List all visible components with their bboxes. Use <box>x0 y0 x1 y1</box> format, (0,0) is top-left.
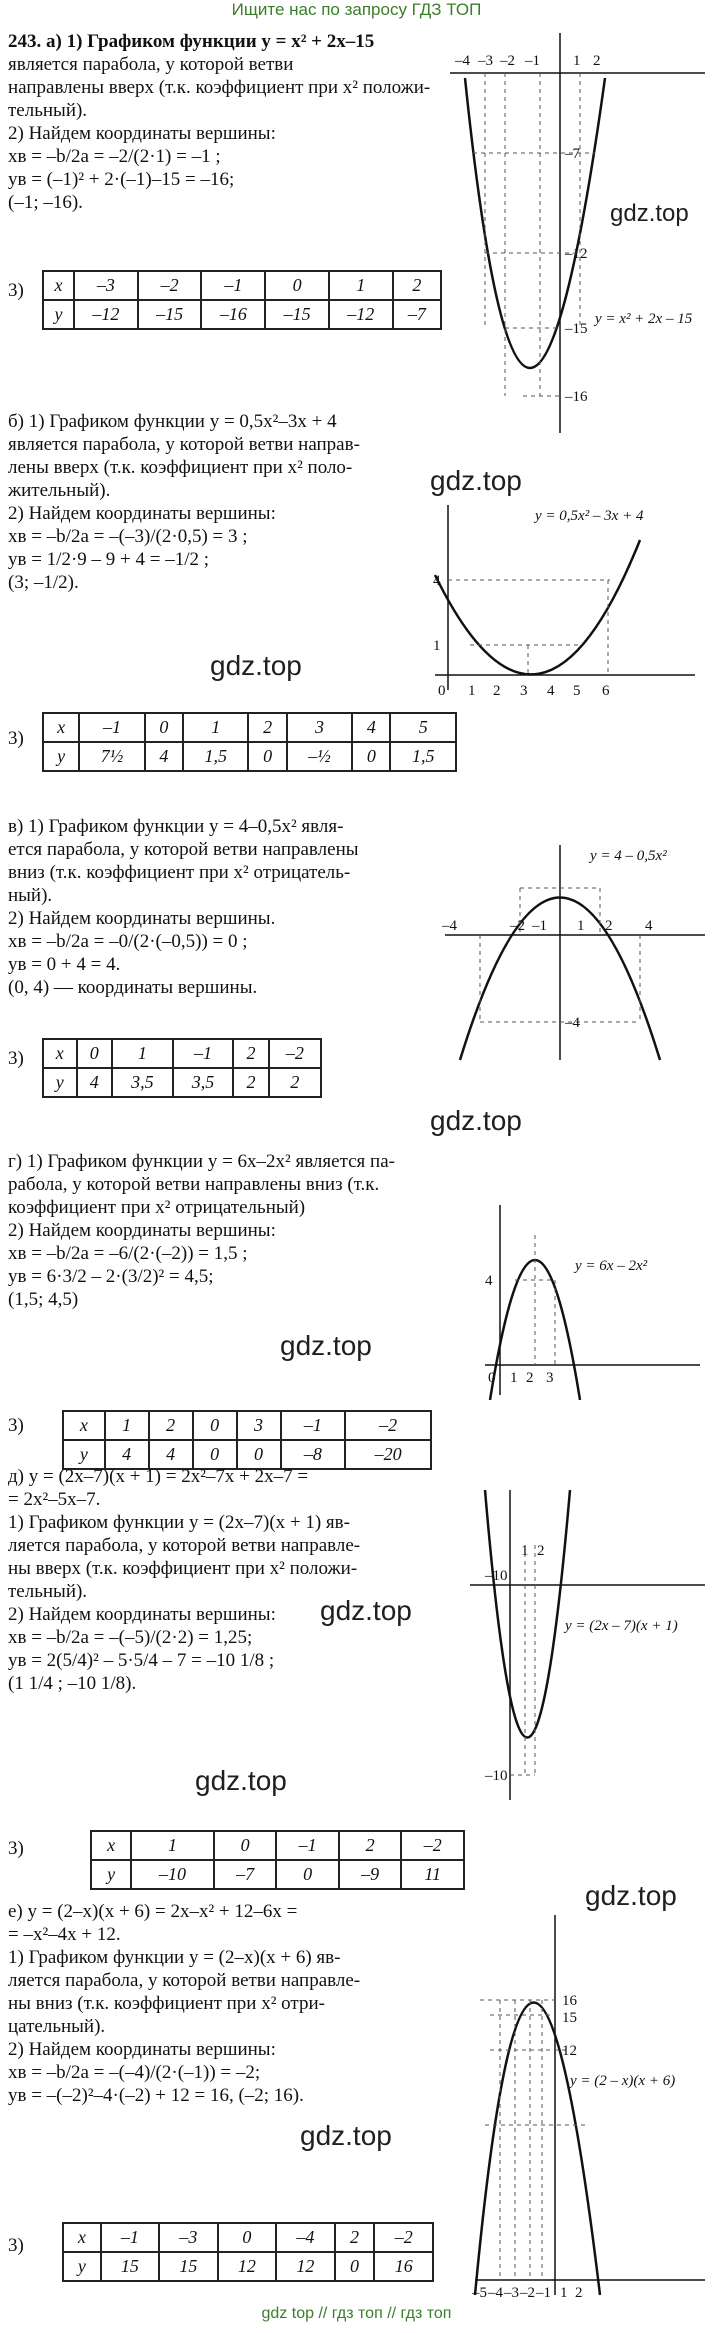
part-e-line: xв = –b/2a = –(–5)/(2·2) = 1,25; <box>8 1627 253 1648</box>
table-cell: –2 <box>374 2223 433 2252</box>
part-b-text <box>8 410 438 594</box>
watermark: gdz.top <box>430 1105 522 1136</box>
tick-label: 4 <box>645 918 653 934</box>
table-cell: x <box>43 713 79 742</box>
part-e-text <box>8 1465 448 1695</box>
part-d-line: xв = –b/2a = –6/(2·(–2)) = 1,5 ; <box>8 1243 248 1264</box>
tick-label: 2 <box>593 53 601 69</box>
table-cell: 7½ <box>79 742 144 771</box>
table-cell: 0 <box>193 1411 237 1440</box>
table-cell: 0 <box>193 1440 237 1469</box>
tick-label: 2 <box>605 918 613 934</box>
part-e-line: (1 1/4 ; –10 1/8). <box>8 1673 137 1694</box>
table-cell: –15 <box>138 300 202 329</box>
graph-formula: y = (2x – 7)(x + 1) <box>565 1618 678 1634</box>
part-f-line: = –x²–4x + 12. <box>8 1924 121 1945</box>
table-cell: 2 <box>339 1831 402 1860</box>
part-a-line: направлены вверх (т.к. коэффициент при x² положи- <box>8 77 431 98</box>
table-cell: 2 <box>248 713 286 742</box>
part-e-line: 2) Найдем координаты вершины: <box>8 1604 276 1625</box>
table-cell: –2 <box>401 1831 464 1860</box>
tick-label: 4 <box>547 683 555 699</box>
graph-e <box>465 1485 710 1805</box>
table-row-y <box>63 2252 433 2281</box>
parabola <box>435 540 640 674</box>
tick-label: –7 <box>565 146 580 162</box>
part-f-line: 2) Найдем координаты вершины: <box>8 2039 276 2060</box>
table-cell: 0 <box>248 742 286 771</box>
table-cell: –1 <box>79 713 144 742</box>
table-cell: 2 <box>233 1068 268 1097</box>
table-cell: –1 <box>173 1039 234 1068</box>
part-f-line: цательный). <box>8 2016 106 2037</box>
watermark: gdz.top <box>210 650 302 681</box>
part-f-line: 1) Графиком функции y = (2–x)(x + 6) яв- <box>8 1947 341 1968</box>
table-cell: x <box>63 2223 101 2252</box>
watermark: gdz.top <box>430 465 522 496</box>
tick-label: 1 <box>510 1370 518 1386</box>
tick-label: 16 <box>562 1993 577 2009</box>
values-table-a <box>42 270 442 330</box>
table-cell: 0 <box>335 2252 375 2281</box>
table-cell: –2 <box>345 1411 431 1440</box>
tick-label: 1 <box>468 683 476 699</box>
table-cell: 1,5 <box>183 742 248 771</box>
part-e-line: 1) Графиком функции y = (2x–7)(x + 1) яв- <box>8 1512 350 1533</box>
part-b-line: (3; –1/2). <box>8 572 79 593</box>
table-row-x <box>91 1831 464 1860</box>
part-c-line: yв = 0 + 4 = 4. <box>8 954 121 975</box>
table-cell: –4 <box>276 2223 335 2252</box>
table-cell: 11 <box>401 1860 464 1889</box>
tick-label: 2 <box>526 1370 534 1386</box>
parabola <box>475 2003 600 2296</box>
part-c-line: вниз (т.к. коэффициент при x² отрицатель- <box>8 862 351 883</box>
watermark: gdz.top <box>585 1880 677 1911</box>
part-c-text <box>8 815 438 999</box>
tick-label: –3 <box>504 2285 519 2301</box>
tick-label: 2 <box>575 2285 583 2301</box>
tick-label: 3 <box>546 1370 554 1386</box>
table-cell: 4 <box>145 742 183 771</box>
watermark: gdz.top <box>300 2120 392 2151</box>
table-row-x <box>43 271 441 300</box>
table-cell: –2 <box>138 271 202 300</box>
table-cell: 15 <box>159 2252 218 2281</box>
part-a-line: тельный). <box>8 100 88 121</box>
table-cell: 16 <box>374 2252 433 2281</box>
graph-formula: y = (2 – x)(x + 6) <box>570 2073 676 2089</box>
table-cell: 3 <box>237 1411 281 1440</box>
table-cell: 3,5 <box>173 1068 234 1097</box>
part-e-line: ляется парабола, у которой ветви направле- <box>8 1535 361 1556</box>
table-cell: –3 <box>74 271 138 300</box>
tick-label: 0 <box>500 1568 508 1584</box>
table-cell: –12 <box>74 300 138 329</box>
table-cell: 0 <box>145 713 183 742</box>
table-cell: x <box>91 1831 131 1860</box>
part-e-line: тельный). <box>8 1581 88 1602</box>
part-b-line: xв = –b/2a = –(–3)/(2·0,5) = 3 ; <box>8 526 248 547</box>
values-table-e <box>90 1830 465 1890</box>
table-row-x <box>63 2223 433 2252</box>
tick-label: 1 <box>573 53 581 69</box>
table-cell: y <box>43 1068 77 1097</box>
table-cell: 0 <box>265 271 329 300</box>
table-cell: 4 <box>149 1440 193 1469</box>
table-cell: –7 <box>393 300 441 329</box>
values-table-f <box>62 2222 434 2282</box>
table-cell: –1 <box>201 271 265 300</box>
table-cell: –2 <box>269 1039 321 1068</box>
tick-label: 2 <box>493 683 501 699</box>
table-cell: x <box>43 1039 77 1068</box>
table-cell: 4 <box>105 1440 149 1469</box>
parabola <box>490 1260 580 1400</box>
page-header[interactable]: Ищите нас по запросу ГДЗ ТОП <box>231 0 482 19</box>
tick-label: –3 <box>478 53 493 69</box>
table-cell: 0 <box>214 1831 277 1860</box>
tick-label: –1 <box>485 1568 500 1584</box>
table-cell: –7 <box>214 1860 277 1889</box>
tick-label: –2 <box>500 53 515 69</box>
table-row-y <box>43 300 441 329</box>
part-d-line: раболa, у которой ветви направлены вниз (т.к. <box>8 1174 380 1195</box>
table-cell: x <box>63 1411 105 1440</box>
part-f-line: xв = –b/2a = –(–4)/(2·(–1)) = –2; <box>8 2062 261 2083</box>
tick-label: –1 <box>532 918 547 934</box>
tick-label: 1 <box>521 1543 529 1559</box>
table-label: 3) <box>8 1415 24 1436</box>
part-c-line: ный). <box>8 885 53 906</box>
part-f-line: yв = –(–2)²–4·(–2) + 12 = 16, (–2; 16). <box>8 2085 304 2106</box>
table-cell: 1 <box>183 713 248 742</box>
values-table-b <box>42 712 457 772</box>
table-row-y <box>43 742 456 771</box>
table-label: 3) <box>8 2235 24 2256</box>
table-label: 3) <box>8 1838 24 1859</box>
tick-label: –4 <box>455 53 470 69</box>
table-cell: y <box>43 742 79 771</box>
part-d-line: коэффициент при x² отрицательный) <box>8 1197 306 1218</box>
part-b-line: лены вверх (т.к. коэффициент при x² поло- <box>8 457 353 478</box>
tick-label: 4 <box>485 1273 493 1289</box>
graph-a <box>445 28 710 438</box>
part-d-line: yв = 6·3/2 – 2·(3/2)² = 4,5; <box>8 1266 214 1287</box>
table-cell: –10 <box>131 1860 214 1889</box>
part-c-line: ется парабола, у которой ветви направлены <box>8 839 359 860</box>
part-f-line: ляется парабола, у которой ветви направле- <box>8 1970 361 1991</box>
table-cell: 2 <box>335 2223 375 2252</box>
table-cell: 1,5 <box>390 742 456 771</box>
table-label: 3) <box>8 1048 24 1069</box>
tick-label: –2 <box>510 918 525 934</box>
table-cell: 2 <box>233 1039 268 1068</box>
table-cell: y <box>63 1440 105 1469</box>
watermark: gdz.top <box>195 1765 287 1796</box>
tick-label: 1 <box>433 638 441 654</box>
part-e-line: д) y = (2x–7)(x + 1) = 2x²–7x + 2x–7 = <box>8 1466 309 1487</box>
graph-d <box>460 1200 705 1400</box>
table-cell: 2 <box>149 1411 193 1440</box>
tick-label: –1 <box>525 53 540 69</box>
table-row-x <box>43 713 456 742</box>
watermark: gdz.top <box>320 1595 412 1626</box>
tick-label: 3 <box>520 683 528 699</box>
table-cell: 0 <box>218 2223 277 2252</box>
table-cell: x <box>43 271 74 300</box>
part-a-line: 243. а) 1) Графиком функции y = x² + 2x–15 <box>8 31 375 52</box>
graph-formula: y = x² + 2x – 15 <box>595 311 693 327</box>
parabola <box>485 1490 570 1738</box>
part-a-text <box>8 30 438 214</box>
table-row-x <box>43 1039 321 1068</box>
part-b-line: б) 1) Графиком функции y = 0,5x²–3x + 4 <box>8 411 337 432</box>
tick-label: –16 <box>565 389 588 405</box>
table-cell: –16 <box>201 300 265 329</box>
table-cell: 1 <box>131 1831 214 1860</box>
part-d-line: 2) Найдем координаты вершины: <box>8 1220 276 1241</box>
table-cell: –9 <box>339 1860 402 1889</box>
table-cell: 4 <box>77 1068 112 1097</box>
tick-label: –5 <box>472 2285 487 2301</box>
part-b-line: жительный). <box>8 480 111 501</box>
tick-label: 0 <box>438 683 446 699</box>
table-cell: 2 <box>393 271 441 300</box>
graph-formula: y = 0,5x² – 3x + 4 <box>535 508 644 524</box>
watermark: gdz.top <box>280 1330 372 1361</box>
table-cell: 12 <box>276 2252 335 2281</box>
tick-label: –1 <box>536 2285 551 2301</box>
tick-label: –4 <box>565 1015 580 1031</box>
values-table-d <box>62 1410 432 1470</box>
part-e-line: yв = 2(5/4)² – 5·5/4 – 7 = –10 1/8 ; <box>8 1650 275 1671</box>
table-label: 3) <box>8 280 24 301</box>
part-d-line: г) 1) Графиком функции y = 6x–2x² является па- <box>8 1151 395 1172</box>
tick-label: 0 <box>488 1370 496 1386</box>
graph-b <box>430 500 700 710</box>
part-c-line: (0, 4) — координаты вершины. <box>8 977 258 998</box>
part-a-line: 2) Найдем координаты вершины: <box>8 123 276 144</box>
watermark: gdz.top <box>610 200 689 227</box>
tick-label: –10 <box>485 1768 508 1784</box>
table-cell: 0 <box>352 742 390 771</box>
tick-label: 15 <box>562 2010 577 2026</box>
tick-label: –4 <box>488 2285 503 2301</box>
table-cell: –15 <box>265 300 329 329</box>
tick-label: 1 <box>560 2285 568 2301</box>
table-cell: 0 <box>276 1860 339 1889</box>
part-a-line: является парабола, у которой ветви <box>8 54 294 75</box>
table-cell: 3,5 <box>112 1068 173 1097</box>
table-cell: 3 <box>287 713 352 742</box>
table-label: 3) <box>8 728 24 749</box>
part-d-text <box>8 1150 448 1311</box>
table-cell: 5 <box>390 713 456 742</box>
table-cell: 1 <box>112 1039 173 1068</box>
part-c-line: xв = –b/2a = –0/(2·(–0,5)) = 0 ; <box>8 931 248 952</box>
part-e-line: ны вверх (т.к. коэффициент при x² положи- <box>8 1558 358 1579</box>
part-f-line: е) y = (2–x)(x + 6) = 2x–x² + 12–6x = <box>8 1901 298 1922</box>
values-table-c <box>42 1038 322 1098</box>
table-cell: y <box>43 300 74 329</box>
tick-label: 5 <box>573 683 581 699</box>
table-cell: 0 <box>237 1440 281 1469</box>
table-cell: 1 <box>329 271 393 300</box>
part-a-line: xв = –b/2a = –2/(2·1) = –1 ; <box>8 146 221 167</box>
tick-label: 12 <box>562 2043 577 2059</box>
tick-label: –2 <box>520 2285 535 2301</box>
table-cell: –½ <box>287 742 352 771</box>
table-cell: 1 <box>105 1411 149 1440</box>
table-cell: –3 <box>159 2223 218 2252</box>
tick-label: 4 <box>433 573 441 589</box>
part-c-line: в) 1) Графиком функции y = 4–0,5x² явля- <box>8 816 344 837</box>
part-c-line: 2) Найдем координаты вершины. <box>8 908 276 929</box>
tick-label: –12 <box>565 246 588 262</box>
table-cell: y <box>91 1860 131 1889</box>
page-footer[interactable]: gdz top // гдз топ // гдз топ <box>261 2305 452 2322</box>
table-row-y <box>43 1068 321 1097</box>
table-cell: 0 <box>77 1039 112 1068</box>
table-cell: y <box>63 2252 101 2281</box>
tick-label: –4 <box>442 918 457 934</box>
graph-formula: y = 6x – 2x² <box>575 1258 648 1274</box>
table-cell: –8 <box>281 1440 346 1469</box>
part-d-line: (1,5; 4,5) <box>8 1289 79 1310</box>
graph-c <box>440 840 710 1065</box>
part-a-line: yв = (–1)² + 2·(–1)–15 = –16; <box>8 169 235 190</box>
part-f-line: ны вниз (т.к. коэффициент при x² отри- <box>8 1993 325 2014</box>
graph-formula: y = 4 – 0,5x² <box>590 848 667 864</box>
table-cell: 12 <box>218 2252 277 2281</box>
table-row-x <box>63 1411 431 1440</box>
tick-label: 2 <box>537 1543 545 1559</box>
part-b-line: yв = 1/2·9 – 9 + 4 = –1/2 ; <box>8 549 210 570</box>
table-cell: –1 <box>276 1831 339 1860</box>
part-e-line: = 2x²–5x–7. <box>8 1489 101 1510</box>
graph-f <box>470 1910 710 2305</box>
part-b-line: является парабола, у которой ветви направ- <box>8 434 360 455</box>
table-cell: –12 <box>329 300 393 329</box>
table-cell: 4 <box>352 713 390 742</box>
table-cell: –1 <box>281 1411 346 1440</box>
part-b-line: 2) Найдем координаты вершины: <box>8 503 276 524</box>
part-a-line: (–1; –16). <box>8 192 83 213</box>
table-cell: 2 <box>269 1068 321 1097</box>
tick-label: 6 <box>602 683 610 699</box>
part-f-text <box>8 1900 448 2107</box>
table-cell: 15 <box>101 2252 160 2281</box>
table-row-y <box>91 1860 464 1889</box>
tick-label: –15 <box>565 321 588 337</box>
tick-label: 1 <box>577 918 585 934</box>
table-cell: –1 <box>101 2223 160 2252</box>
table-cell: –20 <box>345 1440 431 1469</box>
